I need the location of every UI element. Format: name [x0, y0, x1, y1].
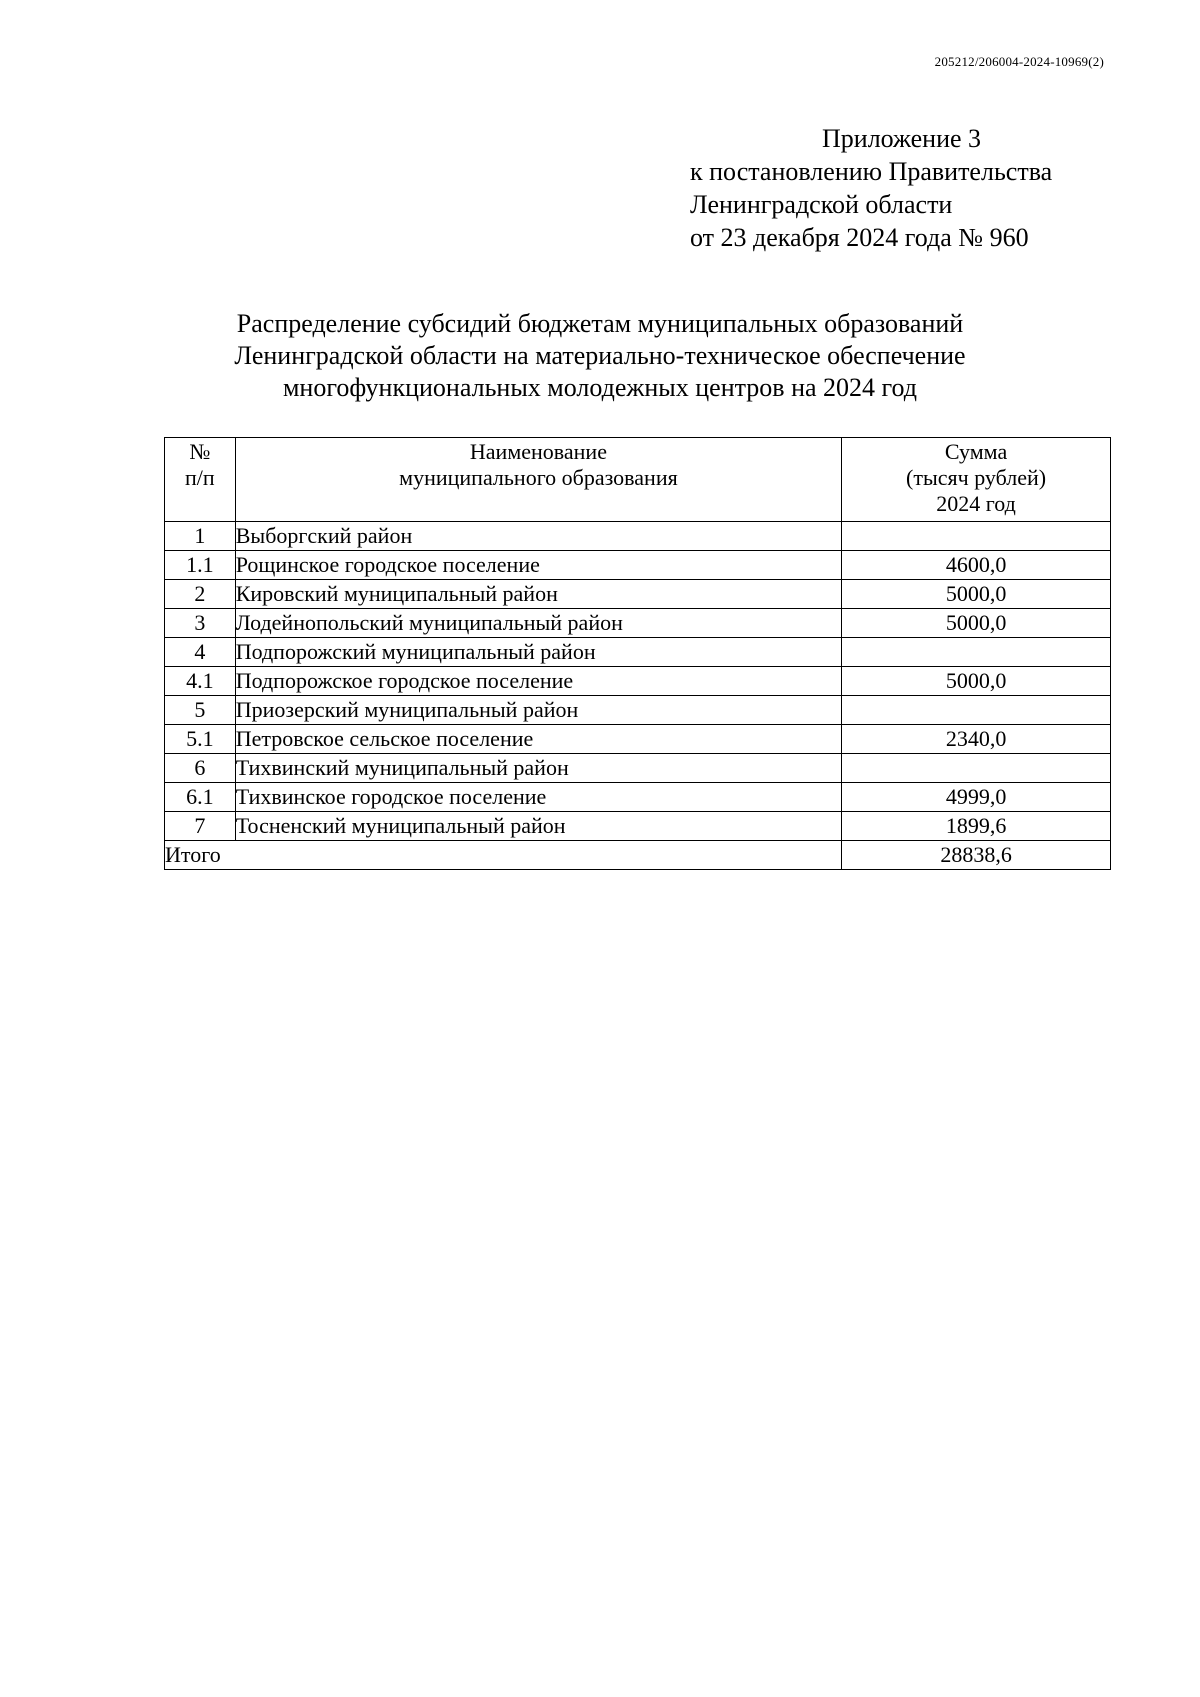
- table-row: [165, 638, 1111, 667]
- row-sum: [842, 638, 1111, 667]
- row-municipality: Петровское сельское поселение: [235, 725, 841, 754]
- row-municipality: Кировский муниципальный район: [235, 580, 841, 609]
- row-number: 6.1: [165, 783, 236, 812]
- title-line-3: многофункциональных молодежных центров на 2024 год: [282, 373, 918, 402]
- row-municipality: Рощинское городское поселение: [235, 551, 841, 580]
- row-municipality: Тихвинское городское поселение: [235, 783, 841, 812]
- row-sum: 5000,0: [842, 667, 1111, 696]
- appendix-resolution-ref: к постановлению Правительства: [690, 157, 1053, 186]
- header-sum-line-1: Сумма: [944, 439, 1008, 464]
- row-sum: [842, 696, 1111, 725]
- row-municipality: Выборгский район: [235, 522, 841, 551]
- table-row: [165, 812, 1111, 841]
- document-title: [150, 308, 1050, 404]
- table-row: [165, 783, 1111, 812]
- row-number: 6: [165, 754, 236, 783]
- table-row: [165, 725, 1111, 754]
- row-number: 4.1: [165, 667, 236, 696]
- table-row: [165, 522, 1111, 551]
- table-row: [165, 551, 1111, 580]
- table-total-row: [165, 841, 1111, 870]
- row-sum: [842, 754, 1111, 783]
- title-line-2: Ленинградской области на материально-техническое обеспечение: [234, 341, 966, 370]
- row-municipality: Тосненский муниципальный район: [235, 812, 841, 841]
- row-sum: 2340,0: [842, 725, 1111, 754]
- header-sum-line-3: 2024 год: [936, 491, 1016, 516]
- row-number: 3: [165, 609, 236, 638]
- header-number: [165, 438, 236, 522]
- table-row: [165, 667, 1111, 696]
- row-number: 5.1: [165, 725, 236, 754]
- appendix-date-number: от 23 декабря 2024 года № 960: [690, 223, 1029, 252]
- row-sum: 4600,0: [842, 551, 1111, 580]
- row-number: 5: [165, 696, 236, 725]
- appendix-region: Ленинградской области: [690, 190, 953, 219]
- appendix-number: Приложение 3: [822, 124, 982, 153]
- row-number: 1: [165, 522, 236, 551]
- row-sum: 5000,0: [842, 609, 1111, 638]
- header-name: [235, 438, 841, 522]
- appendix-block: [690, 122, 1052, 254]
- row-municipality: Подпорожский муниципальный район: [235, 638, 841, 667]
- table-header-row: [165, 438, 1111, 522]
- row-sum: 1899,6: [842, 812, 1111, 841]
- row-sum: 4999,0: [842, 783, 1111, 812]
- total-sum: 28838,6: [842, 841, 1111, 870]
- table-row: [165, 696, 1111, 725]
- header-name-line-1: Наименование: [469, 439, 607, 464]
- table-row: [165, 609, 1111, 638]
- row-number: 4: [165, 638, 236, 667]
- row-number: 7: [165, 812, 236, 841]
- row-municipality: Приозерский муниципальный район: [235, 696, 841, 725]
- row-number: 2: [165, 580, 236, 609]
- subsidy-distribution-table: [164, 437, 1111, 870]
- total-label: Итого: [165, 841, 842, 870]
- table-row: [165, 754, 1111, 783]
- row-sum: [842, 522, 1111, 551]
- table-row: [165, 580, 1111, 609]
- header-name-line-2: муниципального образования: [399, 465, 678, 490]
- header-sum: [842, 438, 1111, 522]
- title-line-1: Распределение субсидий бюджетам муниципальных образований: [236, 309, 964, 338]
- row-municipality: Подпорожское городское поселение: [235, 667, 841, 696]
- document-registration-code: 205212/206004-2024-10969(2): [934, 54, 1104, 69]
- header-number-abbr: п/п: [185, 465, 215, 490]
- header-number-symbol: №: [189, 439, 211, 464]
- row-municipality: Тихвинский муниципальный район: [235, 754, 841, 783]
- row-sum: 5000,0: [842, 580, 1111, 609]
- row-municipality: Лодейнопольский муниципальный район: [235, 609, 841, 638]
- row-number: 1.1: [165, 551, 236, 580]
- header-sum-line-2: (тысяч рублей): [906, 465, 1047, 490]
